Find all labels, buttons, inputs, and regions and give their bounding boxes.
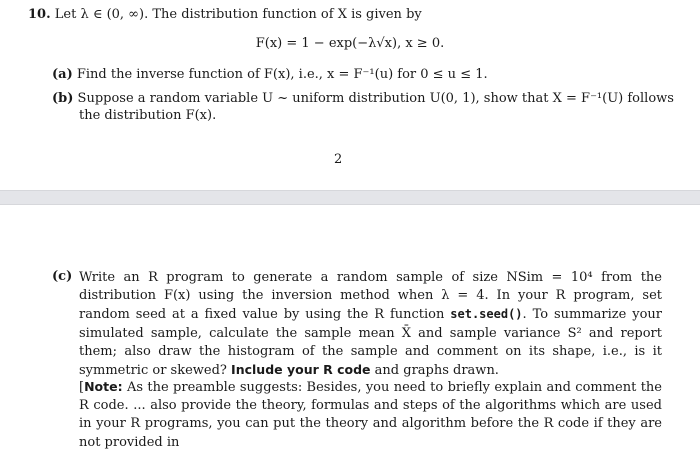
note-paragraph (79, 378, 662, 452)
part-c-text (79, 269, 662, 380)
page-number: 2 (334, 152, 343, 167)
problem-number: 10. (28, 7, 51, 22)
note-text: As the preamble suggests: Besides, you need to briefly explain and comment the R code. ... also provide the theory, formulas and steps of the algorithms which are used in your R programs, you can put the theory and algorithm before the R code if they are not provided in (79, 380, 662, 450)
problem-intro (28, 7, 422, 23)
part-c-code: set.seed() (450, 307, 523, 322)
page-top (0, 0, 700, 190)
part-c-text-3: and graphs drawn. (370, 363, 499, 379)
part-b-line1: Suppose a random variable U ~ uniform distribution U(0, 1), show that X = F⁻¹(U) follows (77, 91, 674, 106)
page-bottom (0, 205, 700, 450)
page-separator (0, 190, 700, 205)
part-b (52, 91, 674, 107)
part-a-text: Find the inverse function of F(x), i.e., x = F⁻¹(u) for 0 ≤ u ≤ 1. (76, 67, 488, 82)
note-bracket: [ (79, 380, 85, 395)
part-c-label: (c) (52, 269, 73, 284)
part-a-label: (a) (52, 67, 73, 82)
note-label: Note: (84, 379, 123, 394)
part-a (52, 67, 488, 83)
problem-intro-text: Let λ ∈ (0, ∞). The distribution function of X is given by (54, 7, 422, 22)
part-c-text-1: Write an R program to generate a random sample of size NSim = 10⁴ from the distribution F(x) using the inversion method when λ = 4. In your R program, set random seed at a fixed value by using the R function (79, 270, 662, 323)
distribution-formula: F(x) = 1 − exp(−λ√x), x ≥ 0. (255, 36, 445, 51)
part-b-label: (b) (52, 91, 74, 106)
part-b-line2: the distribution F(x). (79, 108, 217, 123)
part-c-bold: Include your R code (231, 362, 371, 378)
part-c-text-2: . To summarize your simulated sample, calculate the sample mean X̄ and sample variance S² and report them; also draw the histogram of the sample and comment on its shape, i.e., is it symmetric or skewed? (79, 307, 662, 379)
